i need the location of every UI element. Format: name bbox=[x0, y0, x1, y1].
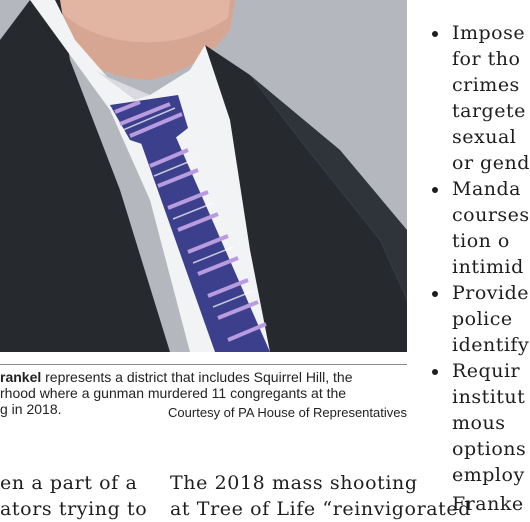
bullet-line: identify bbox=[452, 334, 530, 356]
bullet-icon bbox=[432, 187, 438, 193]
bullet-line: institut bbox=[452, 386, 526, 408]
bullet-item bbox=[430, 280, 530, 358]
middle-column-line-1: The 2018 mass shooting bbox=[170, 472, 418, 494]
caption-line-1 bbox=[0, 369, 407, 385]
left-column-line-1: en a part of a bbox=[0, 472, 138, 494]
bullet-icon bbox=[432, 291, 438, 297]
middle-column-text bbox=[170, 470, 471, 522]
bullet-line: mous bbox=[452, 412, 506, 434]
bullet-icon bbox=[432, 369, 438, 375]
caption-line-3: g in 2018. bbox=[0, 401, 62, 417]
bullet-line: employ bbox=[452, 464, 525, 486]
bullet-line: Requir bbox=[452, 360, 521, 382]
bullet-item bbox=[430, 20, 530, 176]
left-column-text bbox=[0, 470, 147, 522]
caption-line-2: rhood where a gunman murdered 11 congregants at the bbox=[0, 385, 347, 401]
bullet-line: sexual bbox=[452, 126, 517, 148]
middle-column-line-2: at Tree of Life “reinvigorated bbox=[170, 498, 472, 520]
bullet-line: intimid bbox=[452, 256, 524, 278]
right-column-paragraph-start: Franke bbox=[452, 493, 524, 515]
bullet-line: or gend bbox=[452, 152, 530, 174]
bullet-line: crimes bbox=[452, 74, 520, 96]
bullet-line: Manda bbox=[452, 178, 522, 200]
bullet-icon bbox=[432, 31, 438, 37]
bullet-line: Provide bbox=[452, 282, 530, 304]
bullet-line: tion o bbox=[452, 230, 510, 252]
bullet-item bbox=[430, 358, 527, 488]
bullet-line: police bbox=[452, 308, 513, 330]
bullet-line: courses bbox=[452, 204, 530, 226]
bullet-line: Impose bbox=[452, 22, 526, 44]
caption-rule bbox=[0, 364, 407, 365]
caption-text: represents a district that includes Squirrel Hill, the bbox=[41, 369, 353, 385]
bullet-line: targete bbox=[452, 100, 526, 122]
bullet-line: for tho bbox=[452, 48, 521, 70]
bullet-list bbox=[430, 20, 530, 488]
left-column-line-2: ators trying to bbox=[0, 498, 148, 520]
photo-credit: Courtesy of PA House of Representatives bbox=[168, 405, 407, 420]
caption-name: rankel bbox=[0, 369, 42, 385]
bullet-line: options bbox=[452, 438, 527, 460]
bullet-item bbox=[430, 176, 530, 280]
